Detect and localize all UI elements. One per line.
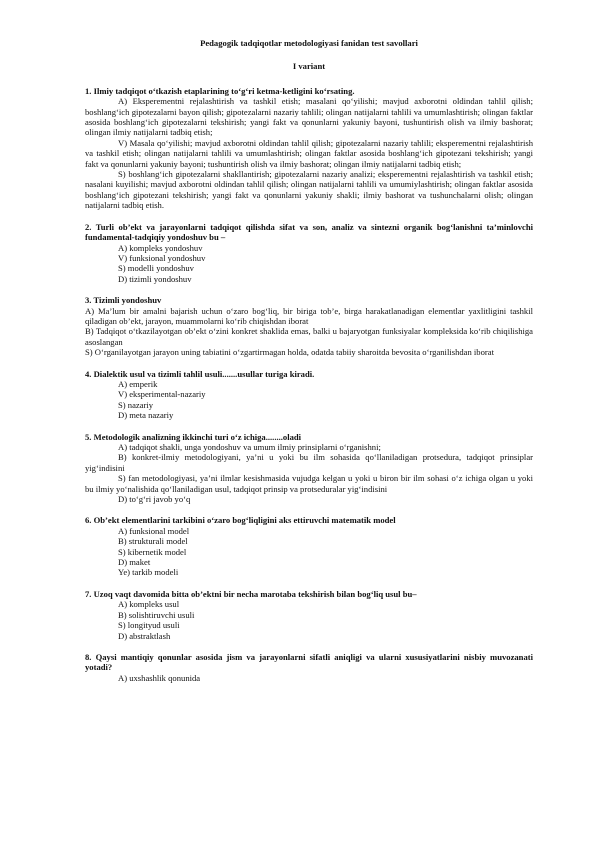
answer-option: A) emperik xyxy=(118,378,158,389)
answer-option: A) Ma’lum bir amalni bajarish uchun o‘zaro bog‘liq, bir biriga tob’e, birga harakatlanadigan elementlar yaxlitligini tashkil qiladigan ob’ekt, jarayon, muammolarni ko‘rib chiqishdan iborat xyxy=(85,305,533,326)
answer-option: V) eksperimental-nazariy xyxy=(118,389,206,400)
answer-option: A) kompleks usul xyxy=(118,599,180,610)
question-7 xyxy=(85,589,533,641)
question-text: 1. Ilmiy tadqiqot o‘tkazish etaplarining to‘g‘ri ketma-ketligini ko‘rsating. xyxy=(85,85,355,96)
answer-option: V) Masala qo‘yilishi; mavjud axborotni oldindan tahlil qilish; gipotezalarni nazariy tahlili; eksperementni rejalashtirish va tashkil etish; olingan natijalarni tahlili va umumlashtirish; olingan faktlar asosida boshlang‘ich gipotezani tekshirish; yangi fakt va qonunlarni yakuniy bayoni; tushuntirish olish va ilmiy bashorat; olingan ilmiy natijalarni tadbiq etish; xyxy=(85,137,533,169)
question-text: 3. Tizimli yondoshuv xyxy=(85,295,162,306)
document-title: Pedagogik tadqiqotlar metodologiyasi fanidan test savollari xyxy=(200,38,418,48)
answer-option: Ye) tarkib modeli xyxy=(118,567,179,578)
answer-option: D) maket xyxy=(118,557,151,568)
answer-option: A) kompleks yondoshuv xyxy=(118,242,203,253)
question-8 xyxy=(85,652,533,683)
answer-option: D) meta nazariy xyxy=(118,410,174,421)
answer-option: S) nazariy xyxy=(118,399,154,410)
question-text: 6. Ob’ekt elementlarini tarkibini o‘zaro bog‘liqligini aks ettiruvchi matematik model xyxy=(85,515,396,526)
question-text: 4. Dialektik usul va tizimli tahlil usuli.......usullar turiga kiradi. xyxy=(85,368,315,379)
question-5 xyxy=(85,432,533,505)
answer-option: B) Tadqiqot o‘tkazilayotgan ob’ekt o‘zini konkret shaklida emas, balki u bajaryotgan funksiyalar kompleksida ko‘rib chiqilishiga asoslangan xyxy=(85,326,533,347)
question-3 xyxy=(85,295,533,357)
answer-option: B) konkret-ilmiy metodologiyani, ya’ni u yoki bu ilm sohasida qo‘llaniladigan protsedura, tadqiqot prinsiplar yig‘indisini xyxy=(85,452,533,473)
answer-option: V) funksional yondoshuv xyxy=(118,252,206,263)
question-text: 7. Uzoq vaqt davomida bitta ob’ektni bir necha marotaba tekshirish bilan bog‘liq usul bu– xyxy=(85,588,417,599)
answer-option: B) solishtiruvchi usuli xyxy=(118,609,195,620)
question-text: 8. Qaysi mantiqiy qonunlar asosida jism va jarayonlarni sifatli aniqligi va ularni xususiyatlarini nisbiy muvozanati yotadi? xyxy=(85,651,533,673)
answer-option: D) abstraktlash xyxy=(118,630,171,641)
variant-heading: I variant xyxy=(292,61,326,72)
question-6 xyxy=(85,515,533,577)
answer-option: S) O‘rganilayotgan jarayon uning tabiatini o‘zgartirmagan holda, odatda tabiiy sharoitda bevosita o‘rganilishdan iborat xyxy=(85,347,494,358)
answer-option: S) boshlang‘ich gipotezalarni shakllantirish; gipotezalarni nazariy analizi; eksperementni rejalashtirish va tashkil etish; nasalani kuyilishi; mavjud axborotni oldindan tahlil qilish; olingan natijalarni tahlili va umumiylashtirish; olingan faktlar asosida boshlang‘ich gipotezani tekshirish; yangi fakt va qonunlarni yakuniy shakli; ilmiy bashorat va tushunchalarni olish; olingan natijalarni tadbiq etish. xyxy=(85,169,533,211)
question-text: 5. Metodologik analizning ikkinchi turi o‘z ichiga........oladi xyxy=(85,431,302,442)
answer-option: A) tadqiqot shakli, unga yondoshuv va umum ilmiy prinsiplarni o‘rganishni; xyxy=(118,442,381,452)
question-2 xyxy=(85,222,533,284)
answer-option: A) funksional model xyxy=(118,525,190,536)
question-1 xyxy=(85,86,533,211)
question-text: 2. Turli ob’ekt va jarayonlarni tadqiqot qilishda sifat va son, analiz va sintezni organik bog‘lanishni ta’minlovchi fundamental-tadqiqiy yondoshuv bu – xyxy=(85,221,533,243)
answer-option: D) tizimli yondoshuv xyxy=(118,273,192,284)
answer-option: A) Eksperementni rejalashtirish va tashkil etish; masalani qo‘yilishi; mavjud axborotni oldindan tahlil qilish; boshlang‘ich gipotezalarni bayon qilish; gipotezalarni nazariy tahlili; olingan natijalarni tahlili va umumlashtirish; olingan faktlar asosida boshlang‘ich gipotezalarni tekshirish; yangi fakt va qonunlarni yakuniy bayoni, tushuntirish olish va ilmiy bashorat; olingan ilmiy natijalarni tadbiq etish; xyxy=(85,96,533,138)
answer-option: D) to‘g‘ri javob yo‘q xyxy=(118,494,191,505)
answer-option: S) modelli yondoshuv xyxy=(118,263,194,274)
question-4 xyxy=(85,369,533,421)
answer-option: S) longityud usuli xyxy=(118,620,180,631)
answer-option: A) uxshashlik qonunida xyxy=(118,672,201,683)
answer-option: S) kibernetik model xyxy=(118,546,187,557)
answer-option: B) strukturali model xyxy=(118,536,188,547)
answer-option: S) fan metodologiyasi, ya’ni ilmlar kesishmasida vujudga kelgan u yoki u biron bir ilm sohasi o‘z ichiga olgan u yoki bu ilmiy yo‘nalishida qo‘llaniladigan usul, tadqiqot prinsip va protseduralar yig‘indisini xyxy=(85,473,533,494)
